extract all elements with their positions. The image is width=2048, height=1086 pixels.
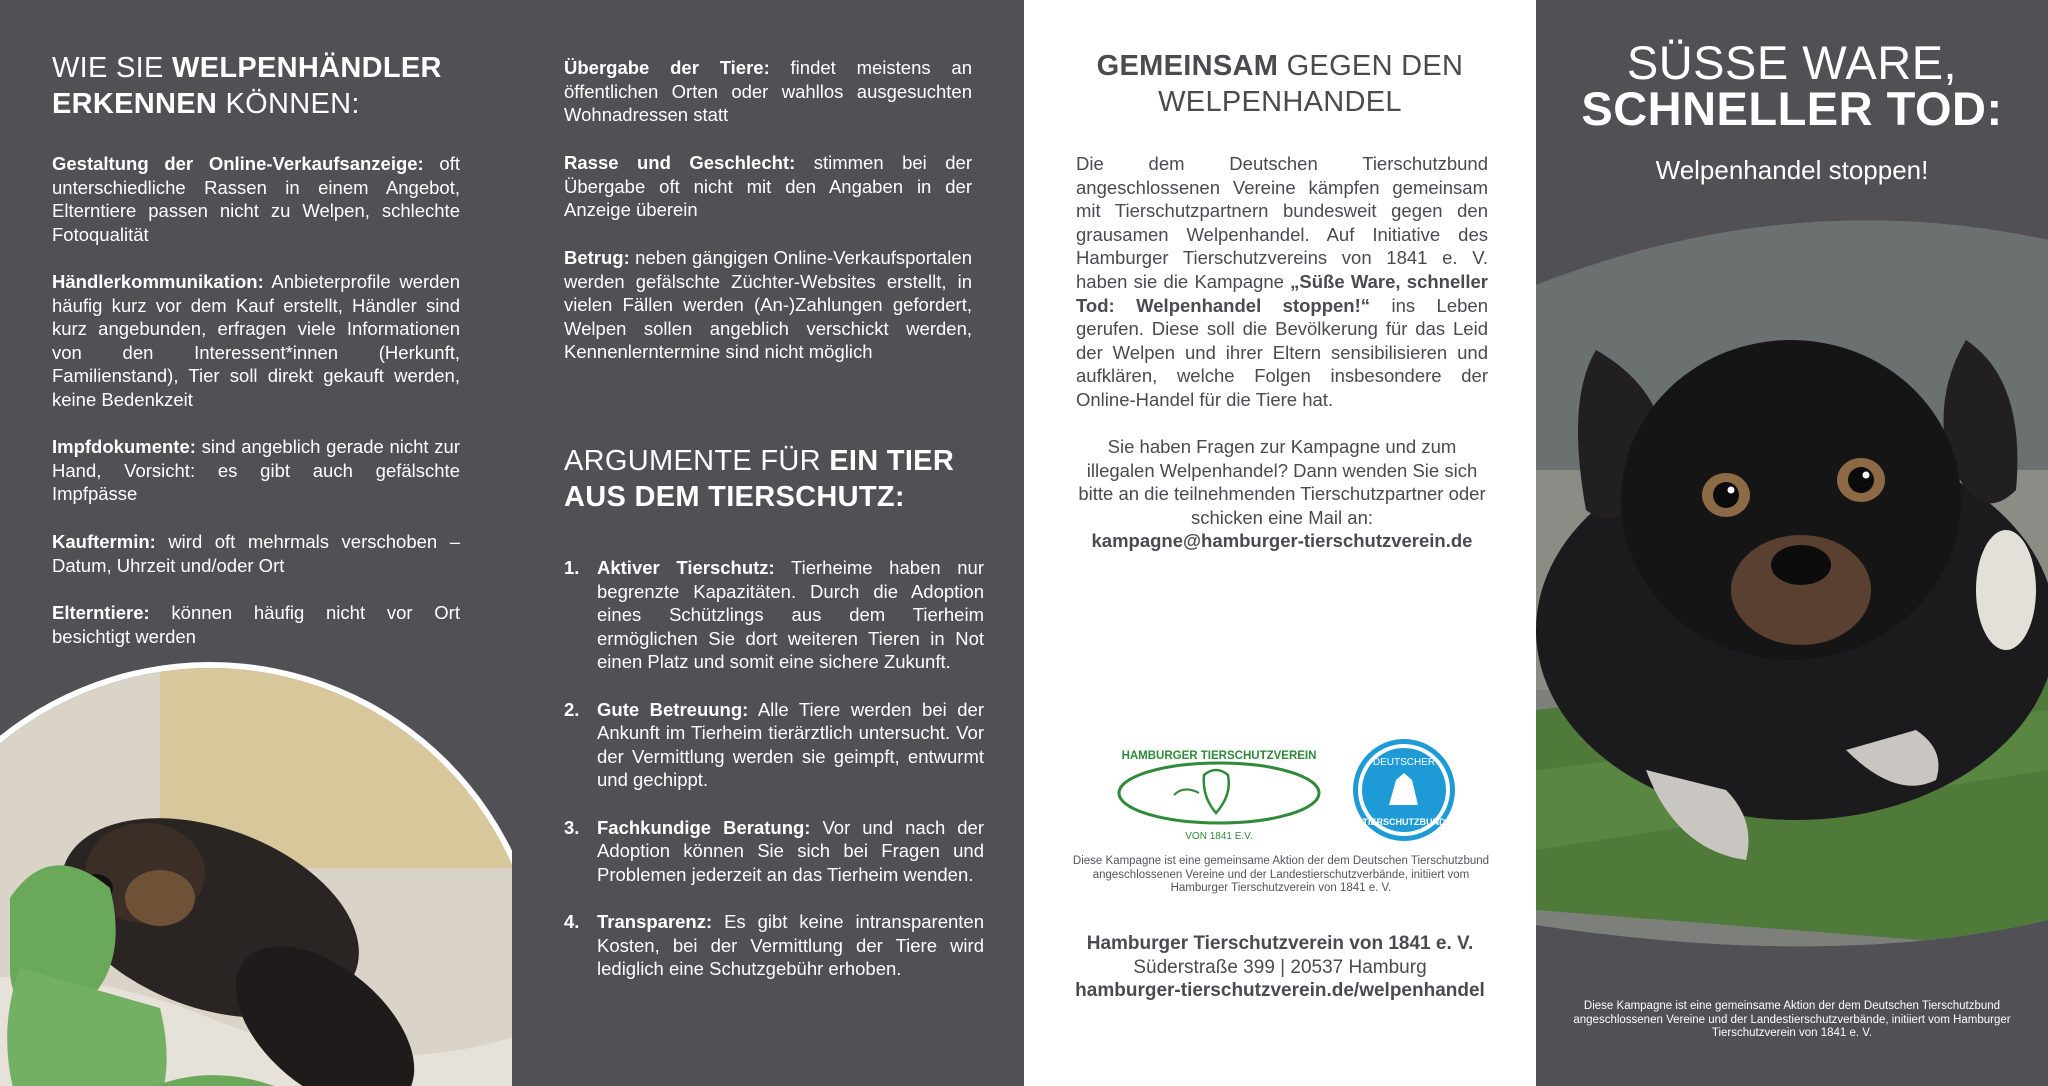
argument-number: 2. bbox=[564, 698, 580, 720]
sign-text: oft unterschiedliche Rassen in einem Angebot, Elterntiere passen nicht zu Welpen, schlechte Fotoqualität bbox=[52, 153, 461, 245]
cover-title-line: SCHNELLER TOD: bbox=[1581, 82, 2003, 135]
argument-label: Aktiver Tierschutz: bbox=[597, 557, 775, 578]
argument-text: Es gibt keine intransparenten Kosten, bei der Vermittlung der Tiere wird lediglich eine Schutzgebühr erhoben. bbox=[597, 910, 984, 980]
campaign-description bbox=[1076, 152, 1488, 412]
sign-item bbox=[52, 152, 460, 246]
panel-arguments bbox=[512, 0, 1024, 1086]
argument-number: 4. bbox=[564, 910, 580, 932]
sign-item bbox=[564, 151, 972, 222]
sign-text: können häufig nicht vor Ort besichtigt werden bbox=[52, 602, 460, 647]
heading-recognize-dealers bbox=[52, 50, 472, 122]
argument-item bbox=[564, 816, 984, 887]
sign-item bbox=[52, 270, 460, 412]
sign-label: Elterntiere: bbox=[52, 602, 150, 623]
sign-text: Anbieterprofile werden häufig kurz vor dem Kauf erstellt, Händler sind kurz angebunden, erfragen viele Informationen von den Interessent*innen (Herkunft, Familienstand), Tier soll direkt gekauft werden, keine Bedenkzeit bbox=[52, 271, 460, 410]
campaign-disclaimer: Diese Kampagne ist eine gemeinsame Aktion der dem Deutschen Tierschutzbund angeschlossenen Vereine und der Landestierschutzverbände, initiiert vom Hamburger Tierschutzverein von 1841 e. V. bbox=[1072, 855, 1490, 894]
argument-label: Fachkundige Beratung: bbox=[597, 816, 811, 838]
heading-bold-part: WELPENHÄNDLER ERKENNEN bbox=[52, 52, 442, 120]
cover-disclaimer: Diese Kampagne ist eine gemeinsame Aktion der dem Deutschen Tierschutzbund angeschlossenen Vereine und der Landestierschutzverbände, initiiert vom Hamburger Tierschutzverein von 1841 e. V. bbox=[1573, 1000, 2011, 1039]
heading-part: GEGEN DEN bbox=[1278, 50, 1464, 82]
argument-item bbox=[564, 556, 984, 674]
organization-address bbox=[1064, 932, 1496, 1003]
panel-cover bbox=[1536, 0, 2048, 1086]
sign-label: Impfdokumente: bbox=[52, 436, 196, 457]
contact-email-link[interactable]: kampagne@hamburger-tierschutzverein.de bbox=[1091, 530, 1473, 552]
argument-item bbox=[564, 910, 984, 981]
heading-arguments bbox=[564, 443, 984, 515]
logo-text: TIERSCHUTZBUND bbox=[1362, 817, 1446, 827]
heading-bold-part: EIN TIER bbox=[829, 445, 955, 477]
argument-number: 1. bbox=[564, 557, 580, 578]
deutscher-tierschutzbund-logo bbox=[1353, 739, 1455, 841]
paragraph-text: Die dem Deutschen Tierschutzbund angeschlossenen Vereine kämpfen gemeinsam mit Tierschutzpartnern bundesweit gegen den grausamen Welpenhandel. Auf Initiative des Hamburger Tierschutzvereins von 1841 e. V. haben sie die Kampagne bbox=[1076, 153, 1488, 292]
sign-text: wird oft mehrmals verschoben – Datum, Uhrzeit und/oder Ort bbox=[52, 531, 460, 576]
cover-subtitle: Welpenhandel stoppen! bbox=[1655, 155, 1929, 185]
organization-name: Hamburger Tierschutzverein von 1841 e. V. bbox=[1086, 933, 1474, 954]
sign-item bbox=[564, 246, 972, 364]
argument-text: Tierheime haben nur begrenzte Kapazitäten. Durch die Adoption eines Schützlings aus dem Tierheim ermöglichen Sie dort weiteren Tieren in Not einen Platz und somit eine sichere Zukunft. bbox=[597, 557, 984, 673]
arguments-list bbox=[564, 556, 984, 1004]
sign-item bbox=[52, 601, 460, 648]
sign-label: Kauftermin: bbox=[52, 531, 156, 552]
cover-title-line: SÜSSE WARE, bbox=[1626, 36, 1958, 89]
campaign-name: „Süße Ware, schneller Tod: Welpenhandel stoppen!“ bbox=[1076, 270, 1489, 316]
argument-text: Alle Tiere werden bei der Ankunft im Tierheim tierärztlich untersucht. Vor der Vermittlung werden sie geimpft, entwurmt und gechippt. bbox=[597, 698, 984, 791]
sign-label: Betrug: bbox=[564, 247, 630, 268]
sign-item bbox=[52, 530, 460, 577]
heading-together bbox=[1074, 48, 1486, 120]
sign-item bbox=[52, 435, 460, 506]
panel-recognize-dealers bbox=[0, 0, 512, 1086]
heading-part: KÖNNEN: bbox=[217, 88, 360, 120]
sign-label: Rasse und Geschlecht: bbox=[564, 152, 796, 173]
partner-logos bbox=[1104, 735, 1464, 845]
logo-text: DEUTSCHER bbox=[1372, 757, 1436, 768]
paragraph-text: ins Leben gerufen. Diese soll die Bevölkerung für das Leid der Welpen und ihrer Eltern sensibilisieren und aufklären, welche Folgen insbesondere der Online-Handel für die Tiere hat. bbox=[1076, 294, 1489, 410]
heading-bold-part: AUS DEM TIERSCHUTZ: bbox=[564, 481, 905, 513]
heading-bold-part: GEMEINSAM bbox=[1096, 50, 1279, 82]
sign-text: sind angeblich gerade nicht zur Hand, Vorsicht: es gibt auch gefälschte Impfpässe bbox=[52, 436, 460, 505]
logo-text: VON 1841 E.V. bbox=[1185, 831, 1253, 842]
argument-text: Vor und nach der Adoption können Sie sich bei Fragen und Problemen jederzeit an das Tierheim wenden. bbox=[597, 816, 984, 885]
paragraph-text: Sie haben Fragen zur Kampagne und zum illegalen Welpenhandel? Dann wenden Sie sich bitte an die teilnehmenden Tierschutzpartner oder schicken eine Mail an: bbox=[1078, 436, 1486, 528]
puppy-vet-illustration bbox=[0, 668, 512, 1086]
street-address: Süderstraße 399 | 20537 Hamburg bbox=[1133, 956, 1427, 978]
sign-item bbox=[564, 56, 972, 127]
argument-number: 3. bbox=[564, 816, 580, 838]
sign-text: neben gängigen Online-Verkaufsportalen werden gefälschte Züchter-Websites erstellt, in vielen Fällen werden (An-)Zahlungen gefordert, Welpen sollen angeblich verschickt werden, Kennenlerntermine sind nicht möglich bbox=[564, 247, 972, 363]
sign-text: findet meistens an öffentlichen Orten oder wahllos ausgesuchten Wohnadressen statt bbox=[564, 57, 972, 126]
panel-campaign-info bbox=[1024, 0, 1536, 1086]
heading-part: WELPENHANDEL bbox=[1158, 86, 1402, 118]
sign-label: Übergabe der Tiere: bbox=[564, 57, 770, 78]
contact-paragraph bbox=[1076, 435, 1488, 553]
argument-label: Gute Betreuung: bbox=[597, 698, 749, 720]
puppy-vet-photo bbox=[0, 668, 512, 1086]
argument-item bbox=[564, 698, 984, 792]
puppy-cover-photo bbox=[1536, 210, 2048, 980]
heading-part: ARGUMENTE FÜR bbox=[564, 445, 830, 477]
logo-text: HAMBURGER TIERSCHUTZVEREIN bbox=[1121, 750, 1317, 762]
heading-part: WIE SIE bbox=[52, 52, 173, 84]
sign-text: stimmen bei der Übergabe oft nicht mit den Angaben in der Anzeige überein bbox=[564, 152, 973, 221]
argument-label: Transparenz: bbox=[597, 910, 713, 932]
sign-label: Gestaltung der Online-Verkaufsanzeige: bbox=[52, 153, 424, 174]
campaign-website-link[interactable]: hamburger-tierschutzverein.de/welpenhandel bbox=[1075, 980, 1485, 1002]
hamburger-tierschutzverein-logo bbox=[1119, 750, 1319, 842]
cover-title bbox=[1536, 36, 2048, 135]
sign-label: Händlerkommunikation: bbox=[52, 271, 264, 292]
